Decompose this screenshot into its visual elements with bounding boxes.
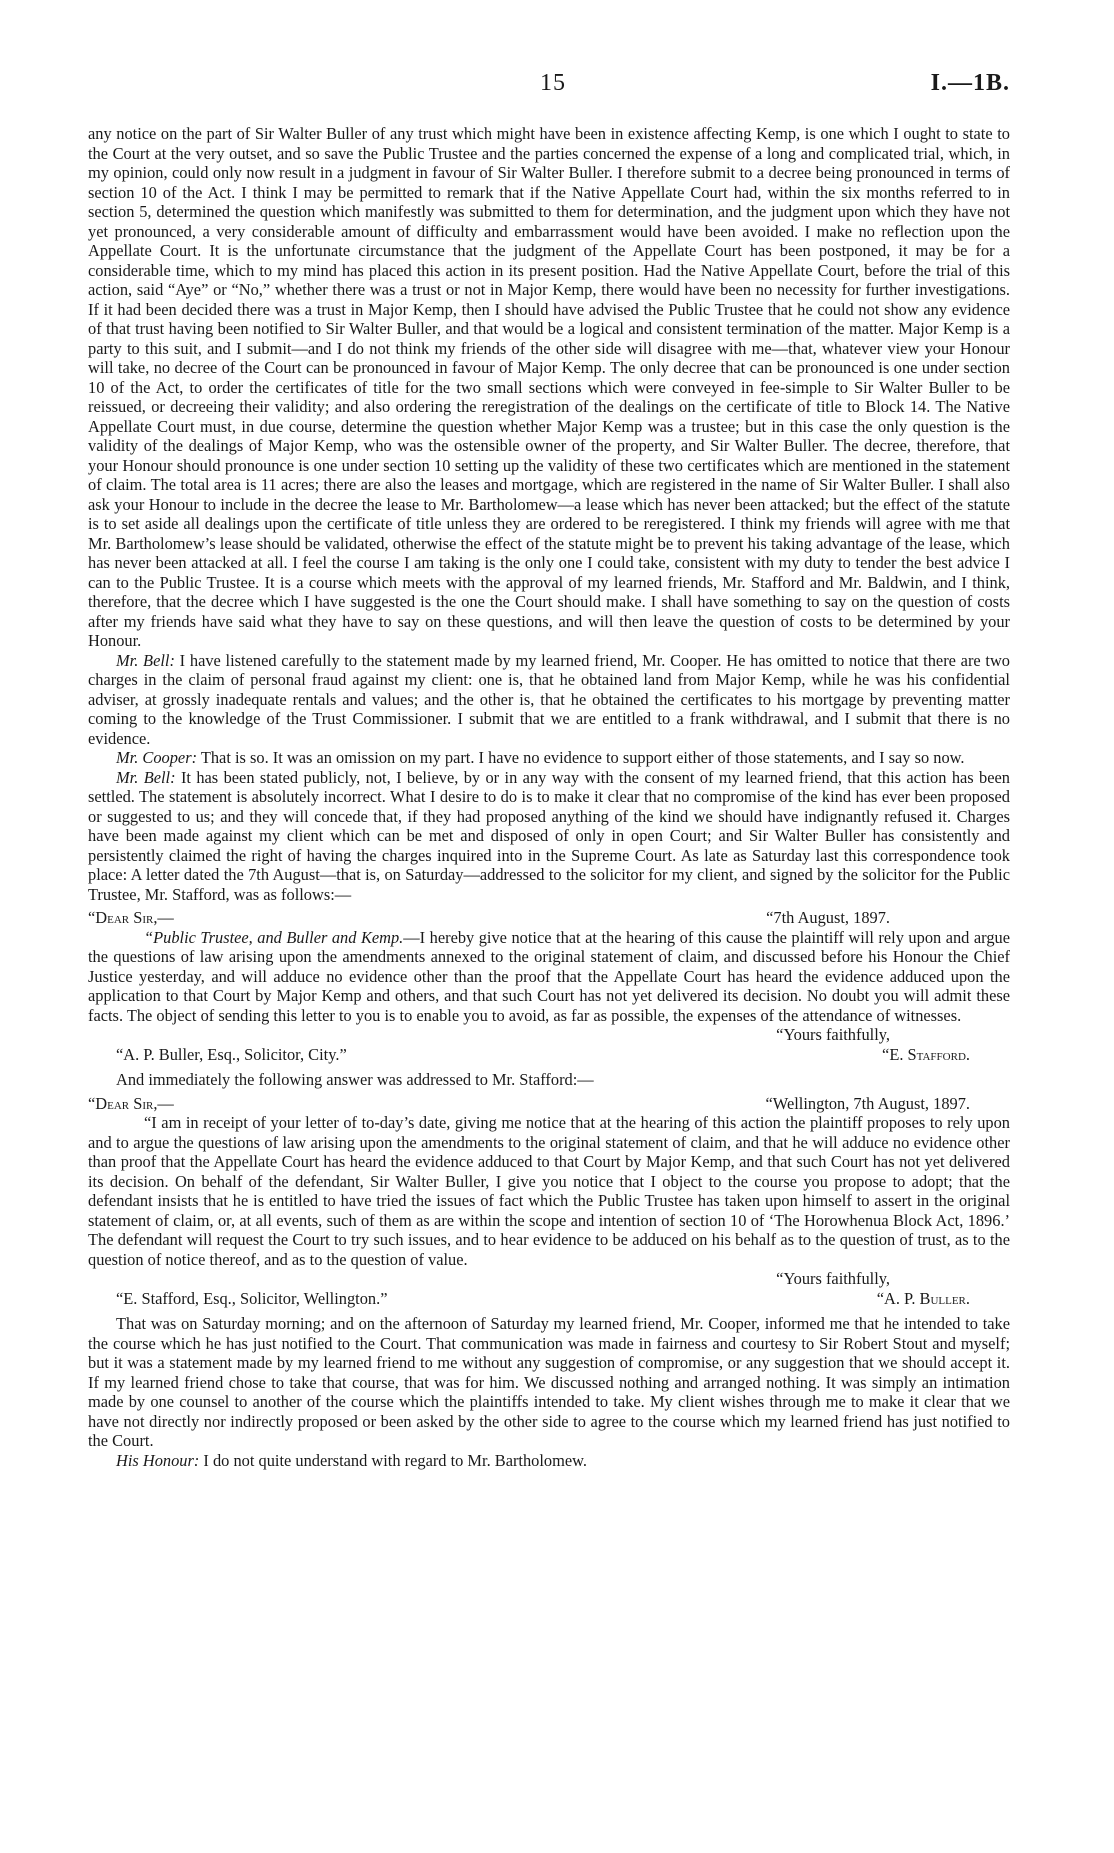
letter1-addressee: “A. P. Buller, Esq., Solicitor, City.” bbox=[116, 1044, 347, 1064]
letter2-closing: “Yours faithfully, bbox=[776, 1269, 890, 1288]
paragraph-text: It has been stated publicly, not, I believe, by or in any way with the consent of my learned friend, that this action has been settled. The statement is absolutely incorrect. What I desire to do is to make it clear that no compromise of the kind has ever been proposed or suggested to us; and they will concede that, if they had proposed anything of the kind we should have indignantly refused it. Charges have been made against my client which can be met and disposed of only in open Court; and Sir Walter Buller has consistently and persistently claimed the right of having the charges inquired into in the Supreme Court. As late as Saturday last this correspondence took place: A letter dated the 7th August—that is, on Saturday—addressed to the solicitor for my client, and signed by the solicitor for the Public Trustee, Mr. Stafford, was as follows:— bbox=[88, 767, 1010, 904]
paragraph-bell-3: That was on Saturday morning; and on the afternoon of Saturday my learned friend, Mr. Cooper, informed me that he intended to take the course which he has just notified to the Court. That communication was made in fairness and courtesy to Sir Robert Stout and myself; but it was a statement made by my learned friend to me without any suggestion of compromise, or any suggestion that we should accept it. If my learned friend chose to take that course, that was for him. We discussed nothing and arranged nothing. It was simply an intimation made by one counsel to another of the course which the plaintiffs intended to take. My client wishes through me to make it clear that we have not directly nor indirectly proposed or been asked by the other side to agree to the course which my learned friend has just notified to the Court. bbox=[88, 1314, 1010, 1450]
paragraph-answer-intro: And immediately the following answer was addressed to Mr. Stafford:— bbox=[116, 1070, 594, 1089]
speaker-label: Mr. Cooper: bbox=[116, 748, 198, 767]
paragraph-cooper-reply bbox=[88, 748, 1010, 768]
letter2-body: “I am in receipt of your letter of to-day’s date, giving me notice that at the hearing of this action the plaintiff proposes to rely upon and to argue the questions of law arising upon the amendments to the original statement of claim, and that he will adduce no evidence other than proof that the Appellate Court has heard the evidence adduced to that Court by Major Kemp, and that such Court has not yet delivered its decision. On behalf of the defendant, Sir Walter Buller, I give you notice that I object to the course you propose to adopt; that the defendant insists that he is entitled to have tried the issues of fact which the Public Trustee has taken upon himself to assert in the original statement of claim, or, at all events, such of them as are within the scope and intention of section 10 of ‘The Horowhenua Block Act, 1896.’ The defendant will request the Court to try such issues, and to hear evidence to be adduced on his behalf as to the question of trust, as to the question of notice thereof, and as to the question of value. bbox=[88, 1113, 1010, 1269]
letter1-date: “7th August, 1897. bbox=[766, 908, 890, 927]
document-reference: I.—1B. bbox=[930, 70, 1010, 96]
letter2-date: “Wellington, 7th August, 1897. bbox=[765, 1093, 970, 1113]
paragraph-text: I have listened carefully to the statement made by my learned friend, Mr. Cooper. He has omitted to notice that there are two charges in the claim of personal fraud against my client: one is, that he obtained land from Major Kemp, while he was his confidential adviser, at grossly inadequate rentals and values; and the other is, that he obtained the certificates to his mortgage by preventing matter coming to the knowledge of the Trust Commissioner. I submit that we are entitled to a frank withdrawal, and I submit that there is no evidence. bbox=[88, 650, 1011, 748]
paragraph-bell-1 bbox=[88, 651, 1010, 749]
letter1-text: —I hereby give notice that at the hearing of this cause the plaintiff will rely upon and argue the questions of law arising upon the amendments annexed to the original statement of claim, and discussed before his Honour the Chief Justice yesterday, and will adduce no evidence other than the proof that the Appellate Court has heard the evidence adduced upon the application to that Court by Major Kemp and others, and that such Court has not yet delivered its decision. No doubt you will admit these facts. The object of sending this letter to you is to enable you to avoid, as far as possible, the expenses of the attendance of witnesses. bbox=[88, 927, 1010, 1025]
letter1-subject: “Public Trustee, and Buller and Kemp. bbox=[144, 927, 404, 947]
letter1-footer bbox=[88, 1045, 1010, 1065]
page-number: 15 bbox=[540, 70, 566, 96]
letter2-footer bbox=[88, 1289, 1010, 1309]
body-text bbox=[88, 124, 1010, 1470]
page-header bbox=[0, 70, 1114, 100]
letter1-body bbox=[88, 928, 1010, 1026]
letter1-signature: “E. Stafford. bbox=[882, 1044, 970, 1064]
paragraph-text: That is so. It was an omission on my part. I have no evidence to support either of those statements, and I say so now. bbox=[197, 748, 965, 767]
letter1-closing: “Yours faithfully, bbox=[776, 1025, 890, 1044]
letter2-salutation: “Dear Sir,— bbox=[88, 1093, 174, 1113]
letter2-addressee: “E. Stafford, Esq., Solicitor, Wellington.” bbox=[116, 1288, 388, 1308]
speaker-label: Mr. Bell: bbox=[116, 767, 176, 787]
paragraph-his-honour bbox=[88, 1451, 1010, 1471]
speaker-label: His Honour: bbox=[116, 1450, 200, 1470]
letter1-heading bbox=[88, 908, 1010, 928]
letter2-heading bbox=[88, 1094, 1010, 1114]
letter1-salutation: “Dear Sir,— bbox=[88, 908, 174, 927]
paragraph-text: I do not quite understand with regard to Mr. Bartholomew. bbox=[199, 1450, 588, 1470]
letter2-signature: “A. P. Buller. bbox=[876, 1288, 970, 1308]
paragraph-bell-2 bbox=[88, 768, 1010, 905]
paragraph-cooper-continued: any notice on the part of Sir Walter Buller of any trust which might have been in existence affecting Kemp, is one which I ought to state to the Court at the very outset, and so save the Public Trustee and the parties concerned the expense of a long and complicated trial, which, in my opinion, could only now result in a judgment in favour of Sir Walter Buller. I therefore submit to a decree being pronounced in terms of section 10 of the Act. I think I may be permitted to remark that if the Native Appellate Court had, within the six months referred to in section 5, determined the question which manifestly was submitted to them for determination, and the judgment upon which they have not yet pronounced, a very considerable amount of difficulty and embarrassment would have been avoided. I make no reflection upon the Appellate Court. It is the unfortunate circumstance that the judgment of the Appellate Court has been postponed, it may be for a considerable time, which to my mind has placed this action in its present position. Had the Native Appellate Court, before the trial of this action, said “Aye” or “No,” whether there was a trust or not in Major Kemp, there would have been no necessity for further investigations. If it had been decided there was a trust in Major Kemp, then I should have advised the Public Trustee that he could not show any evidence of that trust having been notified to Sir Walter Buller, and that would be a logical and consistent termination of the matter. Major Kemp is a party to this suit, and I submit—and I do not think my friends of the other side will disagree with me—that, whatever view your Honour will take, no decree of the Court can be pronounced in favour of Major Kemp. The only decree that can be pronounced is one under section 10 of the Act, to order the certificates of title for the two small sections which were conveyed in fee-simple to Sir Walter Buller to be reissued, or decreeing their validity; and also ordering the reregistration of the dealings on the certificate of title to Block 14. The Native Appellate Court must, in due course, determine the question whether Major Kemp was a trustee; but in this case the only question is the validity of the dealings of Major Kemp, who was the ostensible owner of the property, and Sir Walter Buller. The decree, therefore, that your Honour should pronounce is one under section 10 setting up the validity of these two certificates which are mentioned in the statement of claim. The total area is 11 acres; there are also the leases and mortgage, which are registered in the name of Sir Walter Buller. I shall also ask your Honour to include in the decree the lease to Mr. Bartholomew—a lease which has never been attacked; but the effect of the statute is to set aside all dealings upon the certificate of title unless they are ordered to be reregistered. I think my friends will agree with me that Mr. Bartholomew’s lease should be validated, otherwise the effect of the statute might be to prevent his taking advantage of the lease, which has never been attacked at all. I feel the course I am taking is the only one I could take, consistent with my duty to tender the best advice I can to the Public Trustee. It is a course which meets with the approval of my learned friends, Mr. Stafford and Mr. Baldwin, and I think, therefore, that the decree which I have suggested is the one the Court should make. I shall have something to say on the question of costs after my friends have said what they have to say on these questions, and will then leave the question of costs to be determined by your Honour. bbox=[88, 124, 1010, 650]
speaker-label: Mr. Bell: bbox=[116, 650, 175, 670]
